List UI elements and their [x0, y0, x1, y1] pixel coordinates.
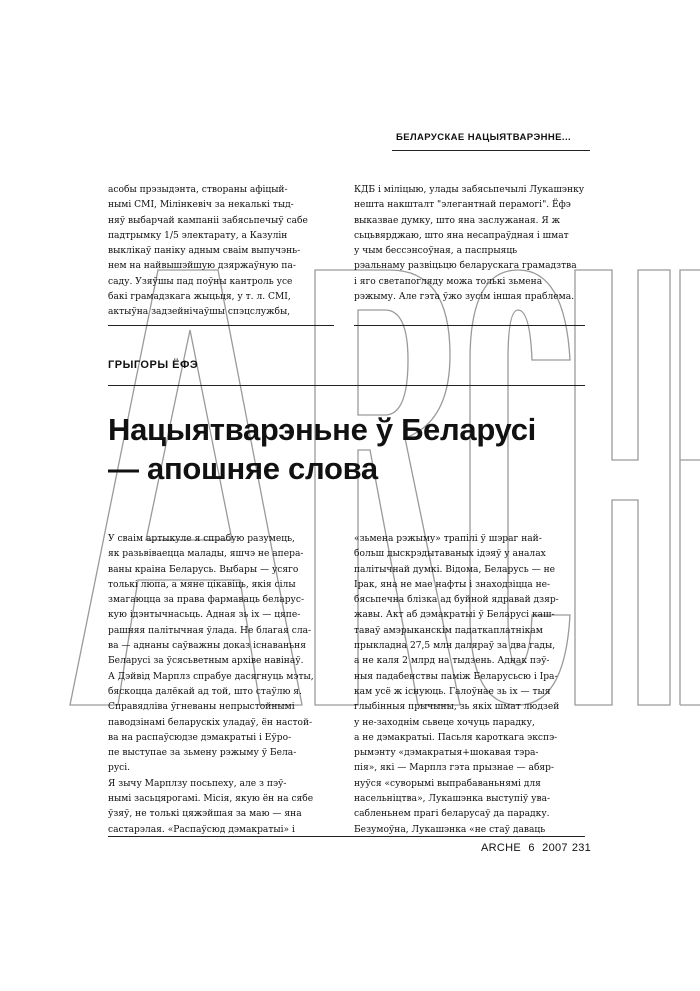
text-line: змагаюцца за права фармаваць беларус- — [108, 595, 305, 606]
text-line: У сваім артыкуле я спрабую разумець, — [108, 534, 295, 544]
text-line: бяскоцца далёкай ад той, што стаўлю я. — [108, 686, 302, 697]
title-line-2: — апошняе слова — [108, 451, 378, 486]
footer-rule — [108, 836, 585, 837]
text-line: А Дэйвід Марплз спрабуе дасягнуць мэты, — [108, 671, 314, 682]
text-line: ныя падабенствы паміж Беларусьсю і Іра- — [354, 671, 558, 682]
text-line: а не каля 2 млрд на тыдзень. Аднак пэў- — [354, 656, 550, 667]
text-line: выказвае думку, што яна заслужаная. Я ж — [354, 215, 561, 226]
text-line: у чым бессэнсоўная, а паспрыяць — [354, 246, 518, 257]
text-line: нем на найвышэйшую дзяржаўную па- — [108, 261, 296, 272]
text-line: нымі СМІ, Мілінкевіч за некалькі тыд- — [108, 200, 294, 211]
text-line: нуўся «суворымі выпрабаваньнямі для — [354, 778, 541, 789]
author-rule — [108, 385, 585, 386]
text-line: жавы. Акт аб дэмакратыі ў Беларусі каш- — [354, 610, 555, 621]
text-line: рэжыму. Але гэта ўжо зусім іншая праблема. — [354, 292, 575, 303]
text-line: састарэлая. «Распаўсюд дэмакратыі» і — [108, 824, 295, 835]
text-line: палітычнай думкі. Відома, Беларусь — не — [354, 564, 556, 575]
text-line: русі. — [108, 763, 131, 774]
text-line: сабленьнем прагі беларусаў да парадку. — [354, 809, 550, 820]
column-top-right — [354, 183, 585, 305]
text-line: Справядліва ўгневаны непрыстойнымі — [108, 702, 295, 713]
text-line: кую ідэнтычнасьць. Адная зь іх — цяпе- — [108, 610, 301, 621]
section-rule-left — [108, 325, 334, 326]
title-line-1: Нацыятварэньне ў Беларусі — [108, 412, 536, 447]
text-line: асобы прэзыдэнта, створаны афіцый- — [108, 185, 288, 195]
page-footer — [481, 842, 595, 854]
text-line: нешта накшталт "элегантнай перамогі". Ёфэ — [354, 200, 571, 211]
text-line: паводзінамі беларускіх уладаў, ён настой- — [108, 717, 313, 728]
text-line: актыўна задзейнічаўшы спэцслужбы, — [108, 307, 291, 318]
text-line: пе выступае за зьмену рэжыму ў Бела- — [108, 748, 297, 759]
text-line: і яго светапогляду можа толькі зьмена — [354, 276, 543, 287]
text-line: толькі люпа, а мяне цікавіць, якія сілы — [108, 579, 296, 590]
text-line: «зьмена рэжыму» трапілі ў шэраг най- — [354, 534, 542, 544]
text-line: ва на распаўсюдзе дэмакратыі і Еўро- — [108, 732, 292, 743]
article-title — [108, 410, 598, 488]
text-line: нымі засьцярогамі. Місія, якую ён на сябе — [108, 794, 314, 805]
footer-year: 2007 — [542, 842, 568, 854]
text-line: Ірак, яна не мае нафты і знаходзіцца не- — [354, 579, 551, 590]
text-line: саду. Узяўшы пад поўны кантроль усе — [108, 276, 293, 287]
author-name: ГРЫГОРЫ ЁФЭ — [108, 359, 199, 371]
text-line: КДБ і міліцыю, улады забясьпечылі Лукашэнку — [354, 185, 585, 195]
column-bottom-right — [354, 532, 585, 838]
text-line: кам усё ж існуюць. Галоўнае зь іх — тыя — [354, 686, 551, 697]
text-line: Беларусі за ўсясьветным архіве навінаў. — [108, 656, 304, 667]
text-line: глыбінныя прычыны, зь якіх шмат людзей — [354, 702, 560, 713]
text-line: бясьпечна блізка ад буйной ядравай дзяр- — [354, 595, 559, 606]
text-line: пія», які — Марплз гэта прызнае — абяр- — [354, 763, 555, 774]
text-line: а не дэмакратыі. Пасьля кароткага экспэ- — [354, 732, 558, 743]
footer-brand: ARCHE — [481, 842, 522, 854]
text-line: ва — аднаны саўважны доказ існаваньня — [108, 641, 306, 652]
text-line: як разьвіваецца малады, яшчэ не апера- — [108, 549, 304, 560]
text-line: няў выбарчай кампаніі забясьпечыў сабе — [108, 215, 308, 226]
text-line: Я зычу Марплзу посьпеху, але з пэў- — [108, 778, 287, 789]
text-line: рымэнту «дэмакратыя+шокавая тэра- — [354, 748, 539, 759]
text-line: прыкладна 27,5 млн даляраў за два гады, — [354, 641, 556, 652]
text-line: ўзяў, не толькі цяжэйшая за маю — яна — [108, 809, 302, 820]
text-line: насельніцтва», Лукашэнка выступіў ува- — [354, 794, 551, 805]
text-line: рэальнаму развіцьцю беларускага грамадзтва — [354, 261, 577, 272]
section-rule-right — [354, 325, 585, 326]
footer-page-number: 231 — [571, 842, 592, 854]
text-line: падтрымку 1/5 электарату, а Казулін — [108, 230, 288, 241]
column-top-left — [108, 183, 334, 321]
text-line: ваны краіна Беларусь. Выбары — усяго — [108, 564, 299, 575]
running-head: БЕЛАРУСКАЕ НАЦЫЯТВАРЭННЕ... — [396, 132, 572, 143]
footer-issue: 6 — [528, 842, 535, 854]
text-line: у не-заходнім сьвеце хочуць парадку, — [354, 717, 535, 728]
text-line: больш дыскрэдытаваных ідэяў у аналах — [354, 549, 546, 560]
text-line: таваў амэрыканскім падаткаплатнікам — [354, 625, 543, 636]
text-line: выклікаў паніку адным сваім выпучэнь- — [108, 246, 301, 257]
text-line: бакі грамадзкага жыцьця, у т. л. СМІ, — [108, 292, 291, 303]
text-line: Безумоўна, Лукашэнка «не стаў даваць — [354, 824, 546, 835]
header-rule — [392, 150, 590, 151]
column-bottom-left — [108, 532, 334, 838]
watermark-letter-e — [680, 270, 700, 705]
text-line: сьцьвярджаю, што яна несапраўдная і шмат — [354, 230, 569, 241]
text-line: рашняя палітычная ўлада. Не благая сла- — [108, 625, 312, 636]
